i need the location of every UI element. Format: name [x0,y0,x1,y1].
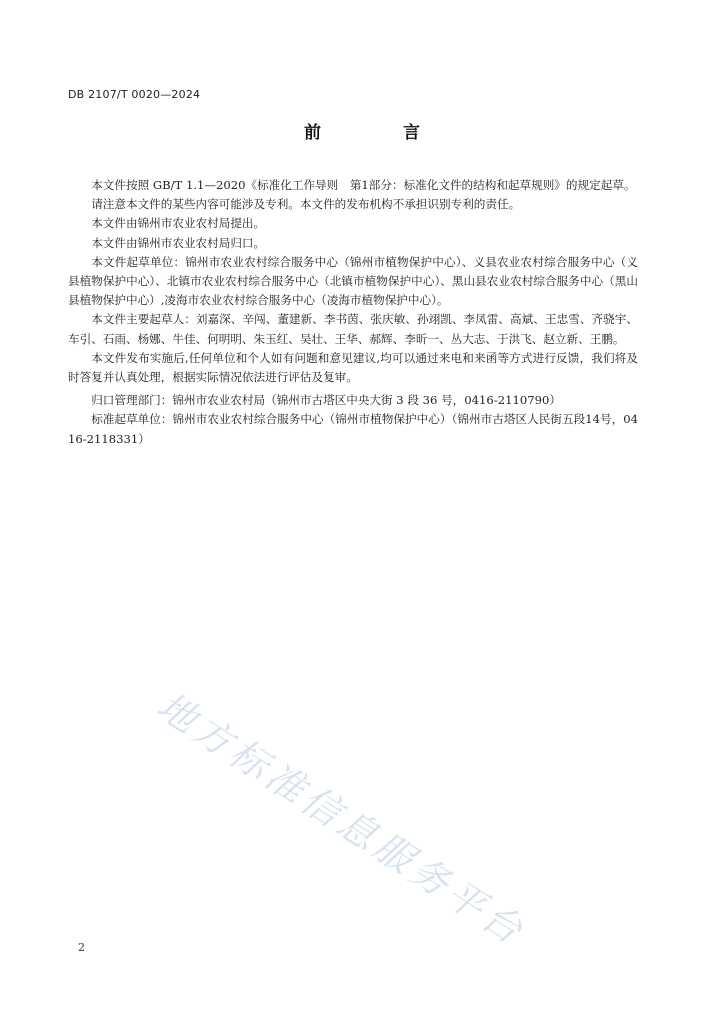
paragraph-proposer: 本文件由锦州市农业农村局提出。 [91,216,266,231]
foreword-body [68,176,638,449]
page-title: 前 言 [304,123,458,143]
paragraph-patent-notice: 请注意本文件的某些内容可能涉及专利。本文件的发布机构不承担识别专利的责任。 [91,197,521,212]
watermark: 地方标准信息服务平台 [149,683,534,955]
paragraph-centralized-management: 本文件由锦州市农业农村局归口。 [91,235,266,250]
paragraph-drafting-units: 本文件起草单位：锦州市农业农村综合服务中心（锦州市植物保护中心）、义县农业农村综合服务中心（义县植物保护中心）、北镇市农业农村综合服务中心（北镇市植物保护中心）、黑山县农业农村综合服务中心（黑山县植物保护中心）,凌海市农业农村综合服务中心（凌海市植物保护中心）。 [68,254,638,308]
paragraph-feedback: 本文件发布实施后,任何单位和个人如有问题和意见建议,均可以通过来电和来函等方式进行反馈，我们将及时答复并认真处理，根据实际情况依法进行评估及复审。 [68,350,638,385]
document-code: DB 2107/T 0020—2024 [68,88,201,101]
paragraph-drafters: 本文件主要起草人：刘嘉深、辛闯、董建新、李书茵、张庆敏、孙翊凯、李凤雷、高斌、王忠雪、齐骁宇、车引、石雨、杨娜、牛佳、何明明、朱玉红、吴壮、王华、郝辉、李昕一、丛大志、于洪飞、赵立新、王鹏。 [68,312,638,346]
paragraph-drafting-basis: 本文件按照 GB/T 1.1—2020《标准化工作导则 第1部分：标准化文件的结构和起草规则》的规定起草。 [91,178,636,192]
contact-management-department: 归口管理部门：锦州市农业农村局（锦州市古塔区中央大街 3 段 36 号，0416-2110790） [91,393,561,408]
page-number: 2 [78,941,85,954]
contact-drafting-unit: 标准起草单位：锦州市农业农村综合服务中心（锦州市植物保护中心）（锦州市古塔区人民街五段14号，0416-2118331） [68,412,638,446]
